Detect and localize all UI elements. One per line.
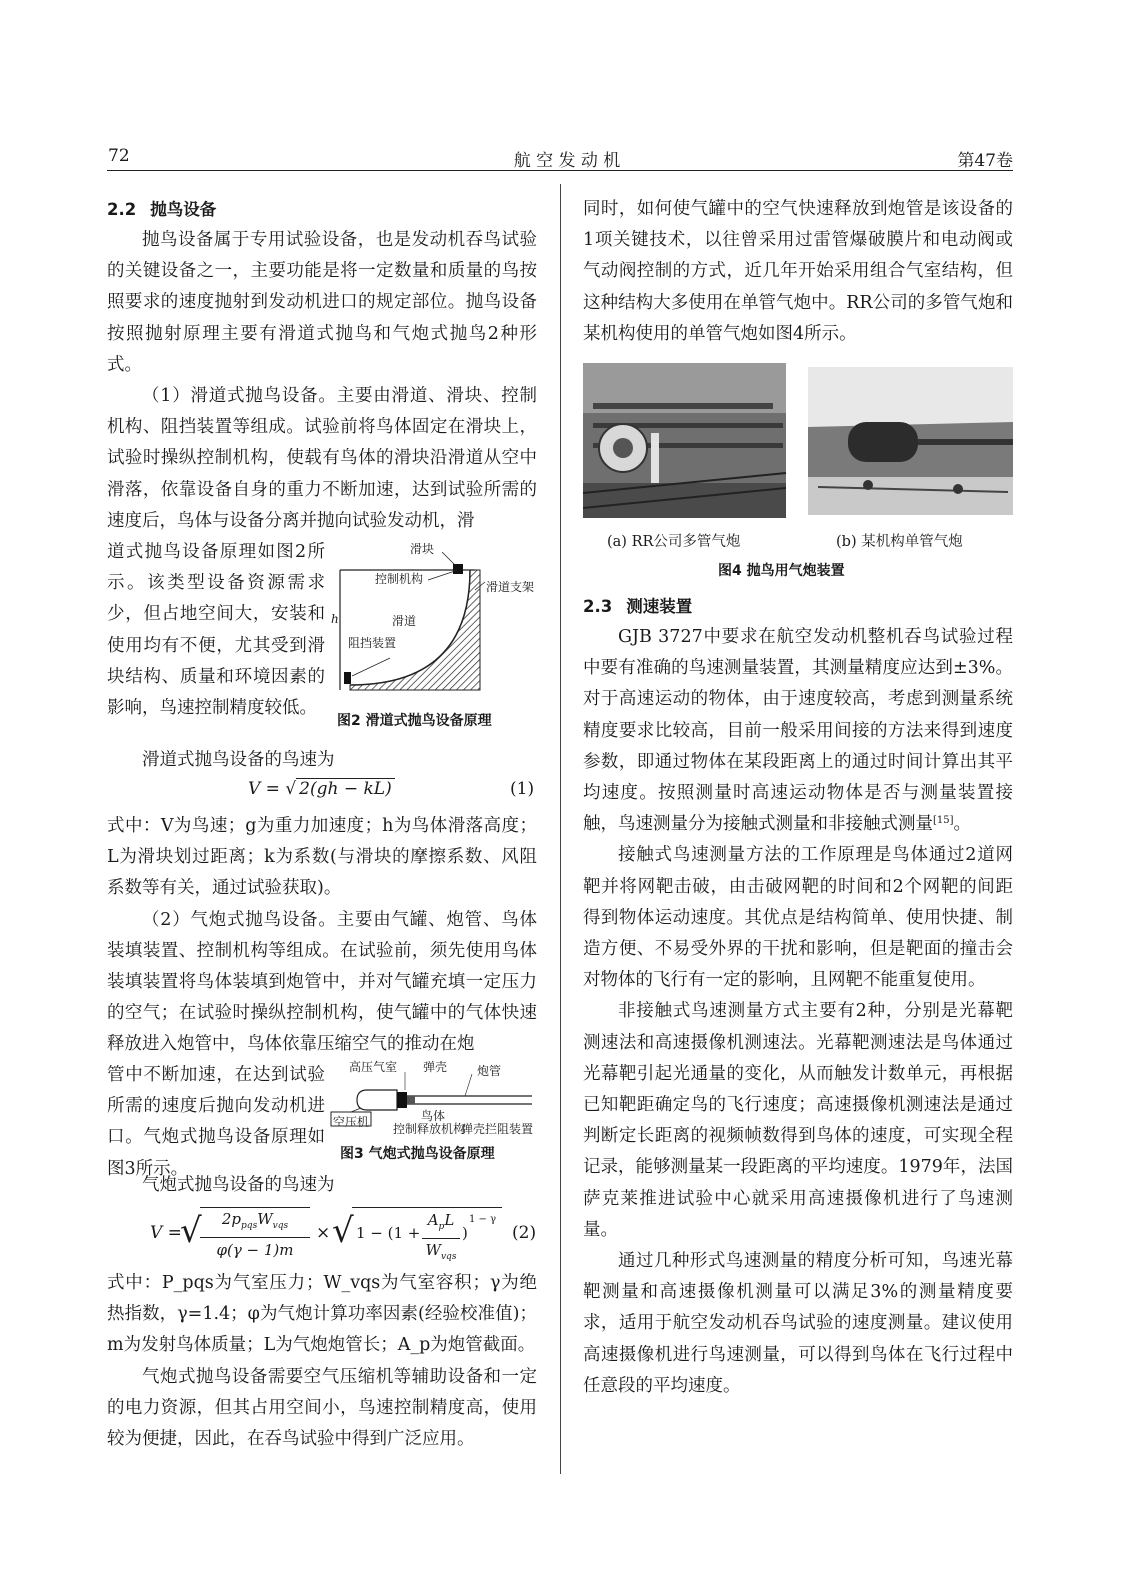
label-frame: 滑道支架 bbox=[486, 580, 535, 594]
label-stop: 阻挡装置 bbox=[348, 636, 397, 650]
volume-label: 第47卷 bbox=[957, 151, 1013, 171]
left-column-2 bbox=[107, 745, 537, 776]
left-column-3 bbox=[107, 811, 537, 1061]
figure-3 bbox=[327, 1058, 539, 1138]
left-wrap-fig3 bbox=[107, 1060, 325, 1185]
paragraph-contact: 接触式鸟速测量方法的工作原理是鸟体通过2道网靶并将网靶击破，由击破网靶的时间和2个网靶的间距得到物体运动速度。其优点是结构简单、使用快捷、制造方便、不易受外界的干扰和影响，但是靶面的撞击会对物体的飞行有一定的影响，且网靶不能重复使用。 bbox=[583, 845, 1013, 991]
equation-2-number: (2) bbox=[512, 1223, 537, 1243]
left-column bbox=[107, 194, 537, 537]
paragraph-noncontact: 非接触式鸟速测量方式主要有2种，分别是光幕靶测速法和高速摄像机测速法。光幕靶测速法是鸟体通过光幕靶引起光通量的变化，从而触发计数单元，再根据已知靶距确定鸟的飞行速度；高速摄像机测速法是通过判断定长距离的视频帧数得到鸟体的速度，可实现全程记录，能够测量某一段距离的平均速度。1979年，法国萨克莱推进试验中心就采用高速摄像机进行了鸟速测量。 bbox=[583, 1001, 1013, 1240]
figure-4b-subcaption: (b) 某机构单管气炮 bbox=[836, 534, 963, 550]
paragraph-eq2-where: 式中：P_pqs为气室压力；W_vqs为气室容积；γ为绝热指数，γ=1.4；φ为气炮计算功率因素(经验校准值)；m为发射鸟体质量；L为气炮炮管长；A_p为炮管截面。 bbox=[107, 1273, 537, 1356]
journal-title: 航 空 发 动 机 bbox=[513, 151, 621, 171]
photo-multi-tube-gun bbox=[583, 363, 786, 518]
equation-2: V = √ $2p_{pqs}W_{vqs}$ φ(γ − 1)m × √ 1 − (1 + $A_pL$ $W_{vqs}$ ) 1 − γ (2) bbox=[150, 1205, 530, 1263]
paragraph-gun-end: 气炮式抛鸟设备需要空气压缩机等辅助设备和一定的电力资源，但其占用空间小，鸟速控制精度高，使用较为便捷，因此，在吞鸟试验中得到广泛应用。 bbox=[107, 1366, 537, 1450]
paragraph-eq1-where: 式中：V为鸟速；g为重力加速度；h为鸟体滑落高度；L为滑块划过距离；k为系数(与滑块的摩擦系数、风阻系数等有关，通过试验获取)。 bbox=[107, 816, 537, 899]
label-shell-catcher: 弹壳拦阻装置 bbox=[461, 1122, 534, 1136]
paragraph-continue: 同时，如何使气罐中的空气快速释放到炮管是该设备的1项关键技术，以往曾采用过雷管爆破膜片和电动阀或气动阀控制的方式，近几年开始采用组合气室结构，但这种结构大多使用在单管气炮中。RR公司的多管气炮和某机构使用的单管气炮如图4所示。 bbox=[583, 199, 1013, 344]
right-column bbox=[583, 194, 1013, 350]
left-column-4 bbox=[107, 1170, 537, 1201]
equation-1: V = √ 2(gh − kL) bbox=[248, 779, 395, 799]
slide-launcher-diagram bbox=[330, 540, 535, 700]
label-h: h bbox=[331, 612, 339, 626]
column-divider bbox=[560, 184, 561, 1474]
label-control: 控制机构 bbox=[375, 572, 424, 586]
label-slider: 滑块 bbox=[410, 542, 435, 556]
paragraph-eq1-intro: 滑道式抛鸟设备的鸟速为 bbox=[142, 750, 335, 770]
right-column-2 bbox=[583, 591, 1013, 1402]
figure-2 bbox=[330, 540, 535, 700]
label-hp-chamber: 高压气室 bbox=[349, 1060, 398, 1074]
citation-15: [15] bbox=[933, 815, 954, 827]
paragraph-slide-wrap: 道式抛鸟设备原理如图2所示。该类型设备资源需求少，但占地空间大，安装和使用均有不便，尤其受到滑块结构、质量和环境因素的影响，鸟速控制精度较低。 bbox=[107, 542, 325, 719]
paragraph-gun-wrap: 管中不断加速，在达到试验所需的速度后抛向发动机进口。气炮式抛鸟设备原理如图3所示。 bbox=[107, 1065, 325, 1179]
label-track: 滑道 bbox=[392, 614, 417, 628]
section-heading-2-2: 2.2 抛鸟设备 bbox=[107, 200, 217, 219]
photo-single-tube-gun bbox=[808, 367, 1013, 515]
paragraph-gun: （2）气炮式抛鸟设备。主要由气罐、炮管、鸟体装填装置、控制机构等组成。在试验前，须先使用鸟体装填装置将鸟体装填到炮管中，并对气罐充填一定压力的空气；在试验时操纵控制机构，使气罐中的气体快速释放进入炮管中，鸟体依靠压缩空气的推动在炮 bbox=[107, 909, 537, 1055]
left-column-5 bbox=[107, 1268, 537, 1455]
figure-4-caption: 图4 抛鸟用气炮装置 bbox=[718, 563, 845, 579]
figure-2-caption: 图2 滑道式抛鸟设备原理 bbox=[337, 713, 492, 729]
paragraph-eq2-intro: 气炮式抛鸟设备的鸟速为 bbox=[142, 1175, 335, 1195]
label-shell: 弹壳 bbox=[423, 1060, 448, 1074]
paragraph-gjb: GJB 3727中要求在航空发动机整机吞鸟试验过程中要有准确的鸟速测量装置，其测量精度应达到±3%。对于高速运动的物体，由于速度较高，考虑到测量系统精度要求比较高，目前一般采用间接的方法来得到速度参数，即通过物体在某段距离上的通过时间计算出其平均速度。按照测量时高速运动物体是否与测量装置接触，鸟速测量分为接触式测量和非接触式测量[15]。 bbox=[583, 627, 1013, 835]
equation-1-number: (1) bbox=[510, 779, 535, 799]
paragraph-conclusion: 通过几种形式鸟速测量的精度分析可知，鸟速光幕靶测量和高速摄像机测量可以满足3%的测量精度要求，适用于航空发动机吞鸟试验的速度测量。建议使用高速摄像机进行鸟速测量，可以得到鸟体在飞行过程中任意段的平均速度。 bbox=[583, 1251, 1013, 1396]
paragraph-slide: （1）滑道式抛鸟设备。主要由滑道、滑块、控制机构、阻挡装置等组成。试验前将鸟体固定在滑块上，试验时操纵控制机构，使载有鸟体的滑块沿滑道从空中滑落，依靠设备自身的重力不断加速，达到试验所需的速度后，鸟体与设备分离并抛向试验发动机，滑 bbox=[107, 386, 537, 531]
section-heading-2-3: 2.3 测速装置 bbox=[583, 597, 693, 616]
label-barrel: 炮管 bbox=[477, 1064, 502, 1078]
label-release-valve: 控制释放机构 bbox=[393, 1122, 466, 1136]
figure-3-caption: 图3 气炮式抛鸟设备原理 bbox=[340, 1146, 495, 1162]
figure-4a-subcaption: (a) RR公司多管气炮 bbox=[607, 534, 741, 550]
left-wrap-fig2 bbox=[107, 537, 325, 724]
header-rule bbox=[107, 170, 1013, 171]
label-bird: 鸟体 bbox=[421, 1109, 446, 1123]
page-number: 72 bbox=[108, 146, 130, 166]
label-compressor: 空压机 bbox=[333, 1115, 370, 1129]
paragraph-intro: 抛鸟设备属于专用试验设备，也是发动机吞鸟试验的关键设备之一，主要功能是将一定数量和质量的鸟按照要求的速度抛射到发动机进口的规定部位。抛鸟设备按照抛射原理主要有滑道式抛鸟和气炮式抛鸟2种形式。 bbox=[107, 230, 537, 375]
